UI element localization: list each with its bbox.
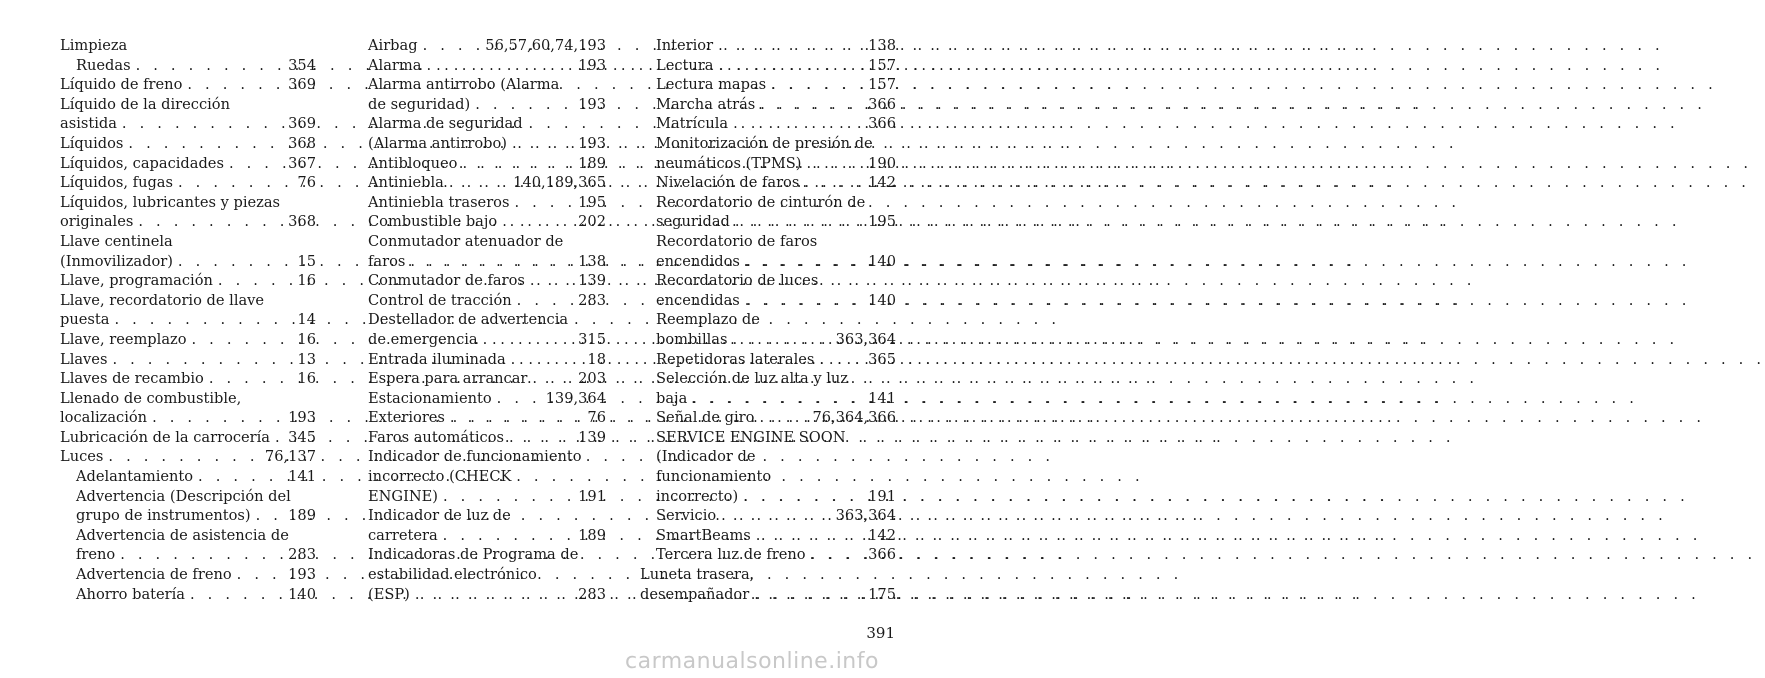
index-entry-text: Antibloqueo: [368, 154, 458, 172]
dot-leader: [751, 526, 866, 546]
index-entry-text: Recordatorio de faros: [656, 232, 818, 250]
index-entry-page: 366: [868, 95, 896, 113]
index-entry: [60, 350, 316, 370]
dot-leader: [204, 369, 296, 389]
index-entry: [60, 526, 316, 546]
index-entry: [60, 173, 316, 193]
index-entry: [640, 487, 896, 507]
index-entry-text: Marcha atrás: [656, 95, 756, 113]
index-entry: [368, 545, 606, 565]
dot-leader: [444, 173, 511, 193]
index-entry-page: 138: [578, 252, 606, 270]
index-entry: [60, 545, 316, 565]
index-entry-text: Alarma antirrobo (Alarma: [368, 76, 560, 94]
index-entry: [368, 291, 606, 311]
index-entry-page: 140: [868, 252, 896, 270]
index-entry-page: 191: [868, 487, 896, 505]
index-entry: [640, 193, 896, 213]
index-entry-text: SERVICE ENGINE SOON: [656, 428, 846, 446]
index-entry: [640, 36, 896, 56]
index-entry-text: Llave, programación: [60, 272, 213, 290]
index-entry-text: de seguridad): [368, 95, 471, 113]
index-entry-text: Control de tracción: [368, 291, 512, 309]
index-entry-text: Llave, reemplazo: [60, 330, 187, 348]
index-entry-text: Destellador de advertencia: [368, 311, 569, 329]
index-entry-page: 202: [578, 213, 606, 231]
index-entry: [640, 585, 896, 605]
index-entry-text: Ahorro batería: [76, 585, 185, 603]
index-entry: [368, 193, 606, 213]
index-entry-page: 363,364: [835, 507, 896, 525]
index-entry-page: 283: [288, 546, 316, 564]
index-entry: [368, 585, 606, 605]
index-entry: [368, 330, 606, 350]
dot-leader: [814, 350, 866, 370]
index-entry-text: Lectura: [656, 56, 714, 74]
dot-leader: [133, 212, 286, 232]
index-entry-text: (ESP): [368, 585, 410, 603]
index-entry: [640, 173, 896, 193]
index-entry: [368, 36, 606, 56]
index-entry-page: 368: [288, 134, 316, 152]
dot-leader: [687, 389, 866, 409]
index-entry-page: 157: [868, 76, 896, 94]
index-entry: [368, 134, 606, 154]
index-entry-text: Líquidos, capacidades: [60, 154, 224, 172]
index-entry: [640, 506, 896, 526]
index-entry-text: Líquidos, lubricantes y piezas: [60, 193, 281, 211]
dot-leader: [131, 56, 287, 76]
index-entry: [640, 212, 896, 232]
index-entry-text: localización: [60, 409, 148, 427]
dot-leader: [117, 114, 286, 134]
index-entry-page: 195: [578, 193, 606, 211]
index-entry: [60, 56, 316, 76]
watermark-text[interactable]: carmanualsonline.info: [625, 649, 879, 674]
index-entry-text: Selección de luz alta y luz: [656, 370, 848, 388]
dot-leader: [173, 252, 296, 272]
dot-leader: [147, 408, 286, 428]
index-entry-text: encendidas: [656, 291, 740, 309]
index-entry-text: Líquido de la dirección: [60, 95, 230, 113]
index-entry-page: 140: [288, 585, 316, 603]
index-entry-page: 190: [868, 154, 896, 172]
index-entry: [60, 506, 316, 526]
index-entry: [368, 154, 606, 174]
index-column-1: [60, 36, 316, 604]
index-entry: [60, 585, 316, 605]
index-entry: [60, 565, 316, 585]
index-entry: [640, 310, 896, 330]
index-entry-text: incorrecto (CHECK: [368, 468, 512, 486]
index-entry: [368, 212, 606, 232]
index-entry-text: (Indicador de: [656, 448, 756, 466]
index-entry: [60, 291, 316, 311]
index-entry: [640, 154, 896, 174]
index-entry-text: Conmutador de faros: [368, 272, 525, 290]
index-entry: [60, 330, 316, 350]
dot-leader: [438, 526, 576, 546]
dot-leader: [107, 350, 295, 370]
index-entry-text: grupo de instrumentos): [76, 507, 251, 525]
index-entry-page: 315: [578, 330, 606, 348]
index-entry-text: Repetidoras laterales: [656, 350, 815, 368]
index-entry: [60, 134, 316, 154]
index-entry: [368, 467, 606, 487]
index-entry-page: 193: [578, 56, 606, 74]
index-entry-text: carretera: [368, 526, 438, 544]
index-entry-text: Antiniebla: [368, 174, 444, 192]
index-entry: [368, 565, 606, 585]
index-entry-page: 195: [868, 213, 896, 231]
index-entry: [368, 252, 606, 272]
index-entry: [368, 428, 606, 448]
index-entry-page: 283: [578, 291, 606, 309]
index-entry: [640, 134, 896, 154]
index-entry-page: 141: [288, 468, 316, 486]
dot-leader: [713, 56, 866, 76]
index-entry-text: Líquidos, fugas: [60, 174, 173, 192]
index-entry-text: Entrada iluminada: [368, 350, 506, 368]
dot-leader: [497, 212, 576, 232]
index-entry-page: 365: [868, 350, 896, 368]
index-entry-text: baja: [656, 389, 688, 407]
index-entry-text: Ruedas: [76, 56, 131, 74]
index-entry: [640, 252, 896, 272]
index-entry: [640, 232, 896, 252]
index-entry: [640, 369, 896, 389]
index-entry: [368, 232, 606, 252]
dot-leader: [445, 408, 586, 428]
dot-leader: [187, 330, 296, 350]
index-entry: [60, 232, 316, 252]
index-entry-text: Lubricación de la carrocería: [60, 428, 271, 446]
dot-leader: [728, 114, 866, 134]
index-entry-text: desempañador: [640, 585, 750, 603]
index-entry: [60, 467, 316, 487]
dot-leader: [232, 565, 287, 585]
index-entry-text: freno: [76, 546, 116, 564]
dot-leader: [740, 291, 866, 311]
dot-leader: [103, 447, 263, 467]
index-entry-text: Llenado de combustible,: [60, 389, 242, 407]
index-entry-page: 16: [297, 272, 316, 290]
dot-leader: [213, 271, 296, 291]
index-entry: [368, 114, 606, 134]
index-entry-text: asistida: [60, 115, 117, 133]
index-entry-page: 368: [288, 213, 316, 231]
index-entry-text: Líquidos: [60, 134, 124, 152]
index-entry-page: 189: [288, 507, 316, 525]
index-entry-text: encendidos: [656, 252, 740, 270]
index-entry: [640, 467, 896, 487]
dot-leader: [506, 350, 586, 370]
dot-leader: [527, 369, 576, 389]
index-entry: [368, 75, 606, 95]
index-entry: [368, 408, 606, 428]
index-entry-page: 138: [868, 37, 896, 54]
dot-leader: [251, 506, 287, 526]
index-entry-text: Interior: [656, 37, 714, 54]
index-entry: [60, 271, 316, 291]
index-entry: [640, 526, 896, 546]
index-entry-page: 16: [297, 330, 316, 348]
dot-leader: [509, 193, 576, 213]
index-entry: [368, 271, 606, 291]
dot-leader: [801, 154, 866, 174]
index-entry: [368, 526, 606, 546]
index-entry-page: 142: [868, 174, 896, 192]
index-entry: [640, 114, 896, 134]
index-entry-text: Estacionamiento: [368, 389, 492, 407]
index-entry-text: Tercera luz de freno: [656, 546, 806, 564]
index-entry-page: 14: [297, 311, 316, 329]
dot-leader: [755, 95, 866, 115]
index-entry: [368, 389, 606, 409]
index-entry-page: 193: [578, 95, 606, 113]
index-entry-page: 76: [587, 409, 606, 427]
index-entry-text: (Alarma antirrobo): [368, 134, 507, 152]
index-entry-page: 354: [288, 56, 316, 74]
dot-leader: [799, 173, 866, 193]
index-entry-text: Indicador de funcionamiento: [368, 448, 582, 466]
dot-leader: [182, 75, 286, 95]
index-entry: [60, 75, 316, 95]
index-entry-text: Señal de giro: [656, 409, 755, 427]
index-column-2: [368, 36, 606, 604]
index-entry-page: 193: [288, 409, 316, 427]
index-entry-page: 140,189,365: [513, 174, 606, 192]
dot-leader: [716, 506, 833, 526]
index-entry-page: 140: [868, 291, 896, 309]
dot-leader: [525, 271, 576, 291]
index-entry: [640, 389, 896, 409]
index-entry: [60, 114, 316, 134]
index-entry-text: originales: [60, 213, 134, 231]
index-entry-text: Luneta trasera,: [640, 566, 755, 584]
index-entry-page: 141: [868, 389, 896, 407]
index-entry: [368, 350, 606, 370]
index-entry-text: SmartBeams: [656, 526, 751, 544]
index-entry-page: 157: [868, 56, 896, 74]
index-entry-text: Alarma de seguridad: [368, 115, 523, 133]
index-entry: [368, 369, 606, 389]
index-entry-page: 76,137: [264, 448, 316, 466]
index-entry: [60, 487, 316, 507]
index-entry: [640, 291, 896, 311]
dot-leader: [418, 36, 484, 56]
index-entry-page: 345: [288, 428, 316, 446]
index-entry-text: neumáticos (TPMS): [656, 154, 802, 172]
index-entry-text: Exteriores: [368, 409, 445, 427]
index-entry-page: 366: [868, 115, 896, 133]
index-entry-text: Faros automáticos: [368, 428, 504, 446]
index-entry: [368, 487, 606, 507]
index-entry-text: Llave centinela: [60, 232, 173, 250]
index-entry: [60, 447, 316, 467]
index-entry-text: Airbag: [368, 37, 418, 54]
index-entry-text: seguridad: [656, 213, 730, 231]
index-entry: [368, 95, 606, 115]
index-entry: [368, 56, 606, 76]
index-entry-text: Combustible bajo: [368, 213, 498, 231]
index-entry: [640, 95, 896, 115]
index-entry: [60, 193, 316, 213]
index-entry-page: 367: [288, 154, 316, 172]
index-entry-text: Limpieza: [60, 37, 128, 54]
index-entry-text: Indicador de luz de: [368, 507, 511, 525]
index-entry: [60, 389, 316, 409]
index-entry-page: 191: [578, 487, 606, 505]
index-entry: [60, 252, 316, 272]
index-entry-text: Alarma: [368, 56, 422, 74]
index-entry-text: funcionamiento: [656, 468, 772, 486]
dot-leader: [713, 36, 866, 56]
dot-leader: [478, 330, 577, 350]
index-entry-text: Llave, recordatorio de llave: [60, 291, 265, 309]
dot-leader: [173, 173, 295, 193]
index-entry-page: 142: [868, 526, 896, 544]
index-entry-page: 193: [288, 566, 316, 584]
index-entry: [368, 310, 606, 330]
index-entry-page: 16: [297, 370, 316, 388]
index-entry-text: (Inmovilizador): [60, 252, 173, 270]
index-entry-page: 203: [578, 370, 606, 388]
index-entry: [60, 408, 316, 428]
dot-leader: [410, 585, 576, 605]
index-entry-page: 76,364,366: [812, 409, 896, 427]
dot-leader: [438, 487, 576, 507]
dot-leader: [512, 291, 576, 311]
index-entry-page: 15: [297, 252, 316, 270]
dot-leader: [492, 389, 544, 409]
index-entry-page: 189: [578, 154, 606, 172]
index-entry-page: 369: [288, 115, 316, 133]
index-entry-page: 283: [578, 585, 606, 603]
index-entry-page: 18: [587, 350, 606, 368]
dot-leader: [766, 75, 866, 95]
index-entry-page: 139,364: [545, 389, 606, 407]
dot-leader: [728, 330, 834, 350]
dot-leader: [224, 154, 286, 174]
dot-leader: [504, 428, 576, 448]
index-entry-page: 366: [868, 546, 896, 564]
index-entry-text: Llaves de recambio: [60, 370, 204, 388]
index-entry: [640, 56, 896, 76]
page-number: 391: [866, 624, 895, 642]
dot-leader: [109, 310, 295, 330]
dot-leader: [405, 252, 576, 272]
dot-leader: [193, 467, 286, 487]
index-entry: [60, 154, 316, 174]
index-entry-text: Monitorización de presión de: [656, 134, 873, 152]
index-entry: [640, 408, 896, 428]
dot-leader: [185, 585, 286, 605]
index-entry: [640, 428, 896, 448]
dot-leader: [115, 545, 286, 565]
index-entry-page: 139: [578, 272, 606, 290]
index-column-3: [640, 36, 896, 604]
index-entry: [640, 271, 896, 291]
index-entry: [368, 173, 606, 193]
index-entry: [60, 212, 316, 232]
dot-leader: [806, 545, 867, 565]
index-entry: [640, 330, 896, 350]
index-entry: [368, 506, 606, 526]
index-entry-text: Lectura mapas: [656, 76, 767, 94]
index-entry-text: faros: [368, 252, 406, 270]
index-entry-page: 76: [297, 174, 316, 192]
index-entry-text: Luces: [60, 448, 104, 466]
index-entry-text: incorrecto): [656, 487, 739, 505]
index-entry-text: Conmutador atenuador de: [368, 232, 564, 250]
index-entry-text: Llaves: [60, 350, 108, 368]
index-entry-text: Indicadoras de Programa de: [368, 546, 579, 564]
index-entry-text: Advertencia (Descripción del: [76, 487, 291, 505]
index-entry-page: 369: [288, 76, 316, 94]
index-entry: [60, 428, 316, 448]
index-entry: [640, 545, 896, 565]
index-entry-page: 13: [297, 350, 316, 368]
dot-leader: [457, 154, 576, 174]
index-entry-page: 139: [578, 428, 606, 446]
index-entry: [60, 369, 316, 389]
dot-leader: [730, 212, 866, 232]
index-entry-page: 189: [578, 526, 606, 544]
index-entry-text: Advertencia de freno: [76, 566, 232, 584]
index-entry-text: Advertencia de asistencia de: [76, 526, 289, 544]
index-entry-text: de emergencia: [368, 330, 478, 348]
index-entry-text: Servicio: [656, 507, 717, 525]
index-entry-text: Reemplazo de: [656, 311, 760, 329]
index-entry-text: Nivelación de faros: [656, 174, 800, 192]
index-entry: [640, 75, 896, 95]
dot-leader: [738, 487, 866, 507]
index-entry: [368, 447, 606, 467]
dot-leader: [421, 56, 576, 76]
index-entry-text: Antiniebla traseros: [368, 193, 510, 211]
index-entry-page: 193: [578, 134, 606, 152]
index-entry: [60, 95, 316, 115]
dot-leader: [749, 585, 866, 605]
dot-leader: [507, 134, 576, 154]
dot-leader: [470, 95, 576, 115]
index-entry-text: estabilidad electrónico: [368, 566, 537, 584]
index-entry: [640, 447, 896, 467]
index-entry: [640, 350, 896, 370]
index-entry: [640, 565, 896, 585]
index-entry-text: Recordatorio de cinturón de: [656, 193, 866, 211]
index-entry: [60, 36, 316, 56]
index-entry-page: 56,57,60,74,193: [485, 37, 606, 54]
index-entry-page: 363,364: [835, 330, 896, 348]
index-entry-text: puesta: [60, 311, 110, 329]
index-entry-text: ENGINE): [368, 487, 438, 505]
dot-leader: [270, 428, 286, 448]
index-entry-text: Recordatorio de luces: [656, 272, 819, 290]
dot-leader: [754, 408, 810, 428]
dot-leader: [123, 134, 286, 154]
index-entry-text: Adelantamiento: [76, 468, 194, 486]
dot-leader: [740, 252, 866, 272]
index-entry-page: 175: [868, 585, 896, 603]
index-entry-text: Espera para arrancar: [368, 370, 528, 388]
index-entry: [60, 310, 316, 330]
index-entry-text: Líquido de freno: [60, 76, 183, 94]
index-entry-text: Matrícula: [656, 115, 729, 133]
index-entry-text: bombillas: [656, 330, 728, 348]
